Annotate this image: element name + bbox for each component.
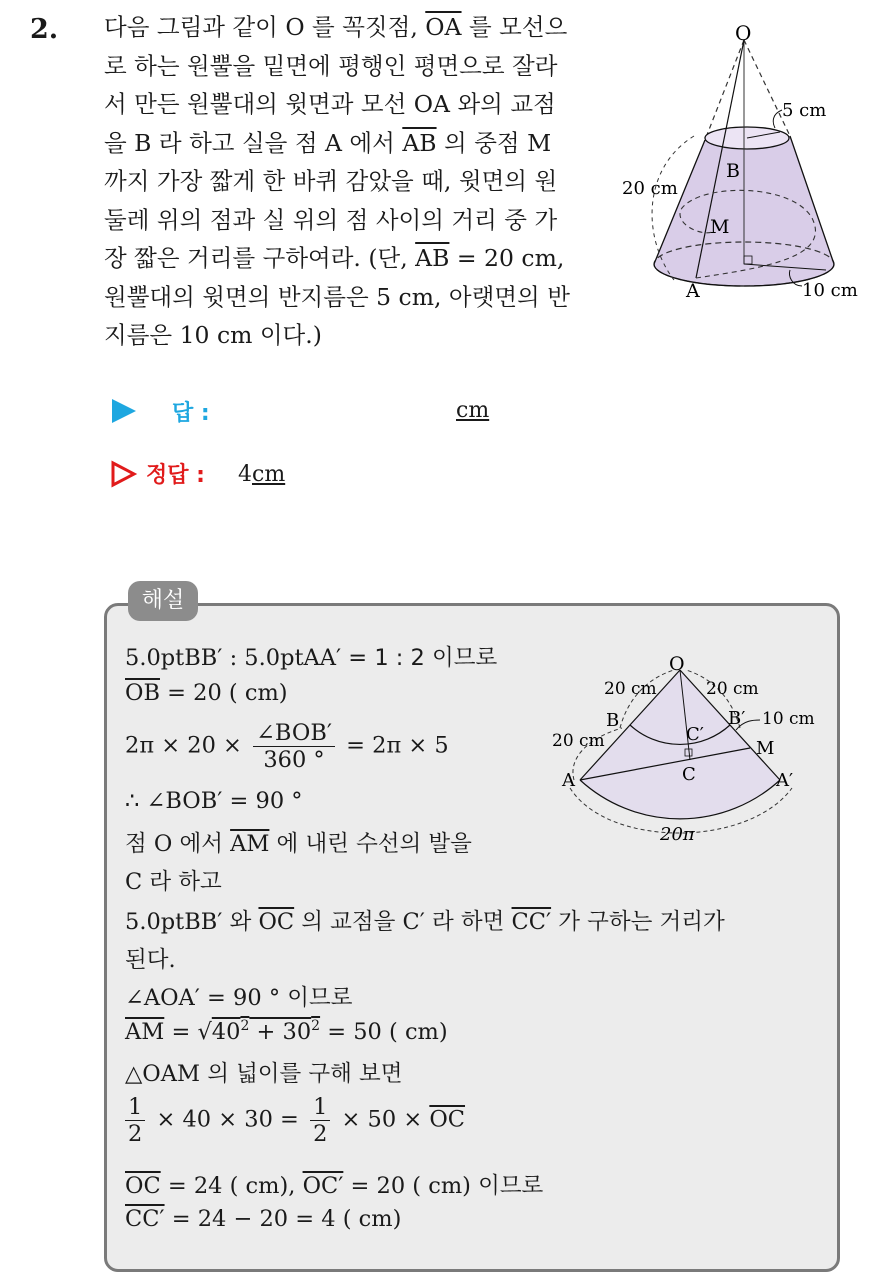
question-line: 원뿔대의 윗면의 반지름은 5 cm, 아랫면의 반 <box>104 282 570 311</box>
solution-line: ∴ ∠BOB′ = 90 ° <box>125 788 303 814</box>
frustum-figure <box>612 18 872 308</box>
solution-line: $\overline{OC} = 24$ ( cm), OC′ = 20 ( cm) 이므로 <box>125 1173 544 1199</box>
solution-line: 2π × 20 × $\frac{\text{∠BOB′}}{360 ^\circ}$ = 2π × 5 <box>125 720 449 773</box>
solution-line: 5.0ptBB′ 와 $\overline{OC}$ 의 교점을 C′ 라 하면 CC′ 가 구하는 거리가 <box>125 909 725 935</box>
solution-line: $\overline{AM} = √40^2 + 30^2 = 50$ ( cm) <box>125 1018 448 1045</box>
question-number: 2. <box>30 14 59 45</box>
correct-answer-value: 4 <box>238 462 252 487</box>
label-M: M <box>756 738 775 759</box>
label-O: O <box>669 653 685 675</box>
question-line: 서 만든 원뿔대의 윗면과 모선 OA 와의 교점 <box>104 90 556 118</box>
label-M: M <box>710 216 730 238</box>
label-B: B <box>606 710 620 731</box>
question-line: 둘레 위의 점과 실 위의 점 사이의 거리 중 가 <box>104 205 558 234</box>
solution-line: $\overline{OB} = 20$ ( cm) <box>125 680 288 706</box>
solution-line: ∠AOA′ = 90 ° 이므로 <box>125 985 353 1011</box>
question-text <box>104 8 604 355</box>
solution-line: CC′ = 24 − 20 = 4 ( cm) <box>125 1206 402 1232</box>
solution-tag: 해설 <box>128 581 198 621</box>
label-Bprime: B′ <box>728 708 746 729</box>
label-Cprime: C′ <box>686 724 704 745</box>
question-line: 로 하는 원뿔을 밑면에 평행인 평면으로 잘라 <box>104 51 558 80</box>
solution-line: 점 O 에서 $\overline{AM}$ 에 내린 수선의 발을 <box>125 831 472 857</box>
label-Aprime: A′ <box>776 770 794 791</box>
question-line: 지름은 10 cm 이다.) <box>104 321 322 349</box>
solution-line: C 라 하고 <box>125 869 222 895</box>
answer-label: 답 : <box>172 401 210 426</box>
label-B: B <box>726 160 740 182</box>
label-A: A <box>562 770 575 791</box>
question-line: 다음 그림과 같이 O 를 꼭짓점, $\overline{OA}$ 를 모선으 <box>104 13 568 41</box>
label-top-radius: 5 cm <box>782 100 827 121</box>
label-bpm: 10 cm <box>762 709 815 729</box>
outline-arrow-icon <box>110 460 138 488</box>
label-slant: 20 cm <box>622 178 678 199</box>
label-O: O <box>735 21 752 45</box>
label-A: A <box>686 280 700 302</box>
question-line: 까지 가장 짧게 한 바퀴 감았을 때, 윗면의 원 <box>104 167 558 195</box>
solution-line: 5.0ptBB′ : 5.0ptAA′ = 1 : 2 이므로 <box>125 645 498 671</box>
label-ob: 20 cm <box>604 679 657 699</box>
play-arrow-icon <box>110 397 138 425</box>
label-bottom-radius: 10 cm <box>802 280 858 301</box>
label-arc: 20π <box>660 824 695 845</box>
solution-line: $\frac{1}{2}$ × 40 × 30 = $\frac{1}{2}$ × $50 \times \overline{OC}$ <box>125 1094 465 1147</box>
question-line: 장 짧은 거리를 구하여라. (단, $\overline{AB} = 20$ cm, <box>104 244 565 272</box>
label-obprime: 20 cm <box>706 679 759 699</box>
answer-unit: cm <box>456 398 490 423</box>
solution-line: 된다. <box>125 947 176 973</box>
correct-answer-unit: cm <box>252 462 286 487</box>
solution-line: △OAM 의 넓이를 구해 보면 <box>125 1061 403 1087</box>
correct-answer-label: 정답 : <box>146 463 205 488</box>
question-line: 을 B 라 하고 실을 점 A 에서 $\overline{AB}$ 의 중점 M <box>104 128 552 157</box>
label-C: C <box>682 764 696 785</box>
sector-figure <box>548 648 838 848</box>
label-ba: 20 cm <box>552 731 605 751</box>
